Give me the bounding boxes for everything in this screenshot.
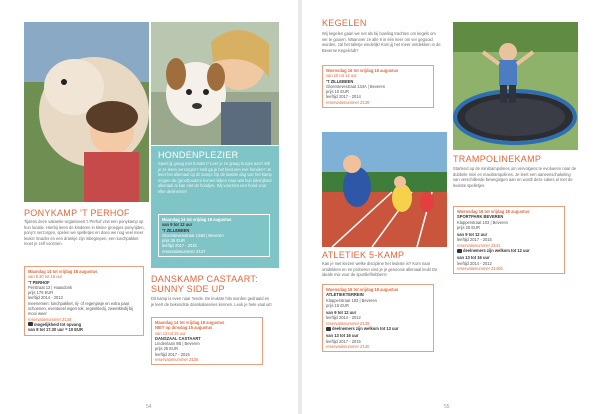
ponykamp-venue: 'T PERHOF [28,279,50,285]
left-page [0,0,298,414]
atletiek-slot2-time: van 13 tot 16 uur [326,333,359,339]
trampolinekamp-slot1-note: deelnemers zijn welkom tot 12 uur [463,248,530,254]
kegelen-reservation: reservatienummer Z136 [326,99,370,105]
trampolinekamp-venue: SPORTPARK BEVEREN [457,214,504,220]
atletiek-info-icon [326,327,331,331]
right-page-number: 55 [444,404,450,410]
trampolinekamp-date: Woensdag 16 tot vrijdag 18 augustus [457,209,530,214]
atletiek-info-box [322,284,434,352]
atletiek-slot1-time: van 9 tot 12 uur [326,310,357,316]
hondenplezier-title: HONDENPLEZIER [158,150,239,160]
ponykamp-body: Tijdens deze vakantie-organiseert 't Perhof vzw een ponykamp op hun locatie. Hierbij leren de kinderen in kleine groepjes ponyrijden, pony's verzorgen, spelen we spelletjes en doen we nog veel meer leuks! Snacks en een drankje zijn inbegrepen, een lunchpakket moet je zelf voorzien. [24,219,145,246]
danskamp-reservation: reservatienummer Z138 [155,357,199,363]
ponykamp-reservation: reservatienummer Z134 [28,316,72,322]
danskamp-info-box [151,317,263,365]
trampolinekamp-address: Klapperstraat 103 | Beveren [457,219,508,225]
opvang-icon [28,322,33,326]
pony-photo [24,22,149,202]
ponykamp-age: leeftijd 2014 - 2013 [28,295,63,301]
kegelen-time: van 10 tot 12 uur [326,73,357,79]
atletiek-slot2-reservation: reservatienummer Z140 [326,343,370,349]
atletiek-address: Klapperstraat 183 | Beveren [326,297,377,303]
trampolinekamp-slot1-time: van 9 tot 12 uur [457,232,488,238]
atletiek-slot1-age: leeftijd 2014 - 2012 [326,315,361,321]
atletiek-date: Woensdag 16 tot vrijdag 18 augustus [326,287,399,292]
atletiek-title: ATLETIEK 5-KAMP [322,250,405,260]
atletiek-slot2-age: leeftijd 2017 - 2015 [326,338,361,344]
trampolinekamp-slot2-age: leeftijd 2014 - 2012 [457,260,492,266]
trampolinekamp-body: Startend op de minitrampolines om vervolgens te evolueren naar de dubbele mini en maxitrampolines. Je leert een aaneenschakeling van verschillende bewegingen aan en wordt deze cakes al met de leukste spelletjes. [453,166,577,188]
ponykamp-note: meenemen: lunchpakket, rij- of regenjasje en extra paar schoenen, eventueel eigen tok, regenkledij, zweetkledij bij mooi weer [28,300,134,317]
right-page [302,0,600,414]
ponykamp-time: van 9.30 tot 16 uur [28,274,63,280]
hondenplezier-panel [151,146,279,268]
ponykamp-price: prijs 176 EUR [28,290,54,296]
atletiek-price: prijs 15 EUR [326,302,349,308]
hondenplezier-reservation: reservatienummer Z137 [162,248,206,254]
kegelen-body: Wij kegelen gaan we net als bij bowling trachten om kegels om ver te gooien. Waarover ze alle 9 in één keer om ver gegooid worden, zal het talletje eindelijk! Kom jij het meer ontdekken in de Beverse Kegelclub? [322,31,441,53]
danskamp-time: van 13 tot 15 uur [155,330,186,336]
left-page-number: 54 [146,404,152,410]
hondenplezier-time: van 9 tot 12 uur [162,222,193,228]
atletiek-slot1-note: deelnemers zijn welkom tot 13 uur [332,326,399,332]
atletiek-photo [322,132,447,247]
hondenplezier-venue: 'T ZILLEBEEN [162,227,190,233]
danskamp-title-line1: DANSKAMP CASTAART: [151,274,258,284]
dog-photo [151,22,279,145]
kegelen-title: KEGELEN [322,18,367,28]
kegelen-venue: 'T ZILLEBEEN [326,78,354,84]
trampolinekamp-price: prijs 25 EUR [457,224,480,230]
ponykamp-date: Maandag 14 tot vrijdag 18 augustus [28,269,98,274]
danskamp-address: Lindenlaan 9B | Beveren [155,341,200,347]
ponykamp-opvang: mogelijkheid tot opvang [34,321,82,327]
danskamp-venue: DANSZAAL CASTAART [155,335,201,341]
trampolinekamp-info-icon [457,249,462,253]
kegelen-date: Woensdag 16 tot vrijdag 18 augustus [326,68,399,73]
trampolinekamp-slot2-time: van 13 tot 16 uur [457,255,490,261]
danskamp-title-line2: SUNNY SIDE UP [151,284,225,294]
trampolinekamp-info-box [453,206,565,274]
kegelen-age: leeftijd 2017 - 2014 [326,94,361,100]
ponykamp-opvang-time: van 8 tot 17.30 uur = 10 EUR [28,327,83,333]
atletiek-slot1-reservation: reservatienummer Z139 [326,320,370,326]
kegelen-info-box [322,65,434,108]
hondenplezier-age: leeftijd 2017 - 2015 [162,243,197,249]
kegelen-address: Gloerstevestraat 134A | Beveren [326,83,386,89]
trampolinekamp-slot1-reservation: reservatienummer Z141 [457,242,501,248]
ponykamp-title: PONYKAMP 'T PERHOF [24,208,130,218]
danskamp-price: prijs 25 EUR [155,346,178,352]
atletiek-venue: ATLETIEKTERREIN [326,292,364,298]
hondenplezier-body: Speel jij graag met honden? Leer je ze graag trucjes aan? Wil je ze leren verzorgen? Heb ga je het best een eve honden? Je leert het allemaal op dit kamp! Op de laatste dag van het kamp mogen de (groot)ouders komen kijken naar wat hun (klein)kind allemaal al kan met de hondjes. Wij voorzien een hond voor elke deelnemer! [158,161,272,194]
ponykamp-info-box [24,266,144,336]
kegelen-price: prijs 10 EUR [326,89,349,95]
trampolinekamp-slot1-age: leeftijd 2017 - 2015 [457,237,492,243]
danskamp-exception: NIET op dinsdag 15 augustus [155,325,213,331]
danskamp-age: leeftijd 2017 - 2015 [155,351,190,357]
trampolinekamp-title: TRAMPOLINEKAMP [453,154,542,164]
hondenplezier-date: Maandag 14 tot vrijdag 18 augustus [162,217,232,222]
danskamp-body: Dit kamp is even naar 'tende. De leukste hits worden gedraaid en je leert de bekendste danskalaseries kennen. Leuk je hele vaal uit! [151,296,272,307]
hondenplezier-address: Gloerstevenstraat 134B | Beveren [162,232,224,238]
trampolinekamp-slot2-reservation: reservatienummer Z140b [457,265,503,271]
atletiek-body: Kan je niet kiezen welke discipline het leukste is? Kom naar ontdekken en en proberen vind je je genoceie allemaal leuk! De ideale mix voor de sportliefhebbers! [322,261,438,277]
hondenplezier-price: prijs 35 EUR [162,238,185,244]
trampoline-photo [453,22,578,150]
ponykamp-address: Perstraat 13 | Haasdonk [28,284,73,290]
hondenplezier-info-box [158,214,270,257]
danskamp-date: Maandag 14 tot vrijdag 18 augustus [155,320,225,325]
